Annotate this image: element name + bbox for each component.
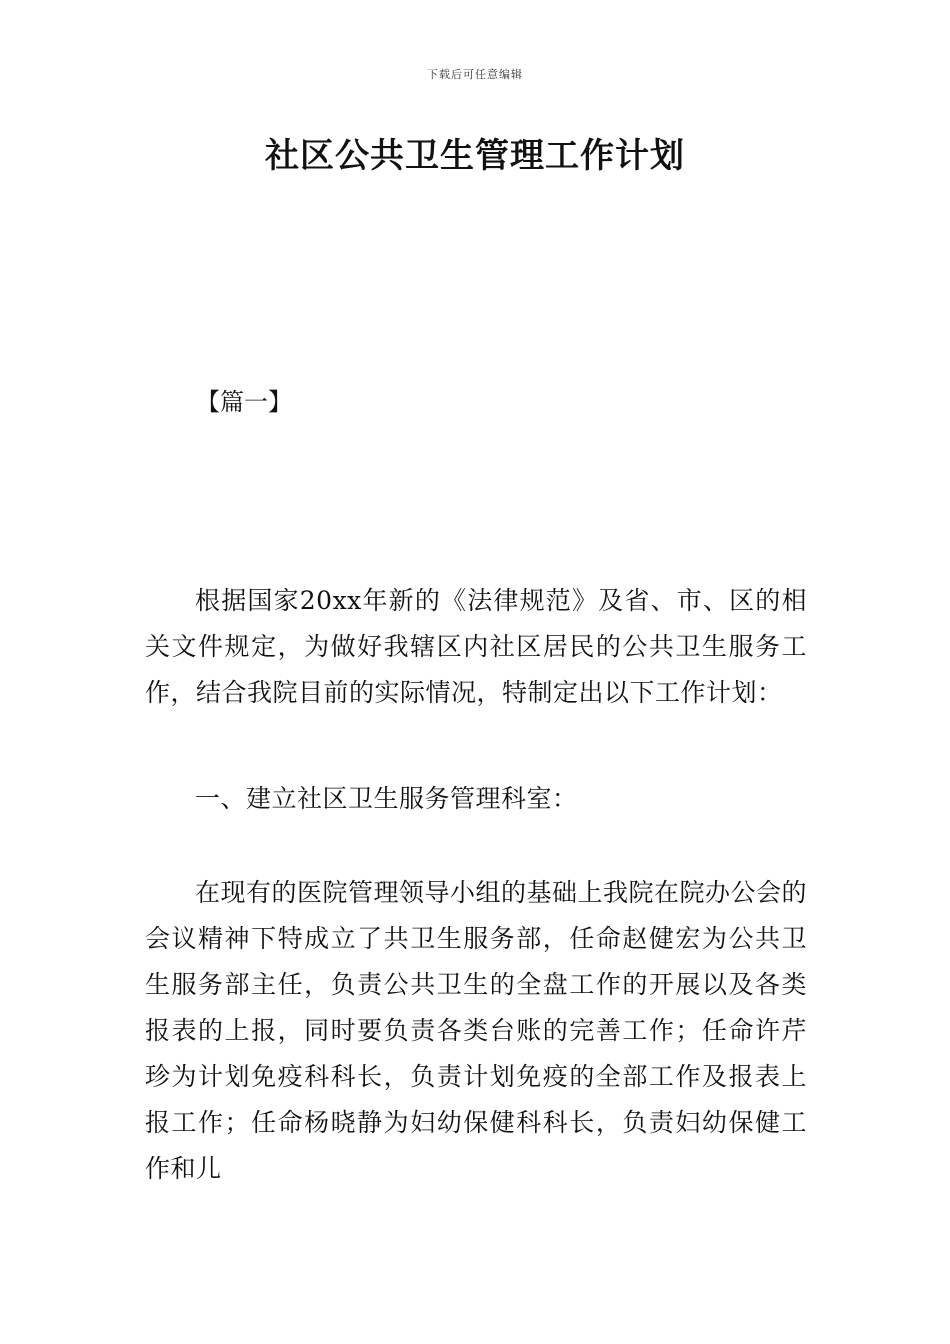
paragraph-body: 在现有的医院管理领导小组的基础上我院在院办公会的会议精神下特成立了共卫生服务部，任命赵健宏为公共卫生服务部主任，负责公共卫生的全盘工作的开展以及各类报表的上报，同时要负责各类台账的完善工作；任命许芹珍为计划免疫科科长，负责计划免疫的全部工作及报表上报工作；任命杨晓静为妇幼保健科科长，负责妇幼保健工作和儿 bbox=[145, 878, 808, 1183]
paragraph-heading-one: 一、建立社区卫生服务管理科室： bbox=[195, 784, 578, 813]
page-title: 社区公共卫生管理工作计划 bbox=[265, 136, 685, 176]
header-note: 下载后可任意编辑 bbox=[427, 68, 523, 81]
paragraph-intro: 根据国家20xx年新的《法律规范》及省、市、区的相关文件规定，为做好我辖区内社区居民的公共卫生服务工作，结合我院目前的实际情况，特制定出以下工作计划： bbox=[145, 586, 807, 707]
section-label: 【篇一】 bbox=[196, 388, 292, 416]
